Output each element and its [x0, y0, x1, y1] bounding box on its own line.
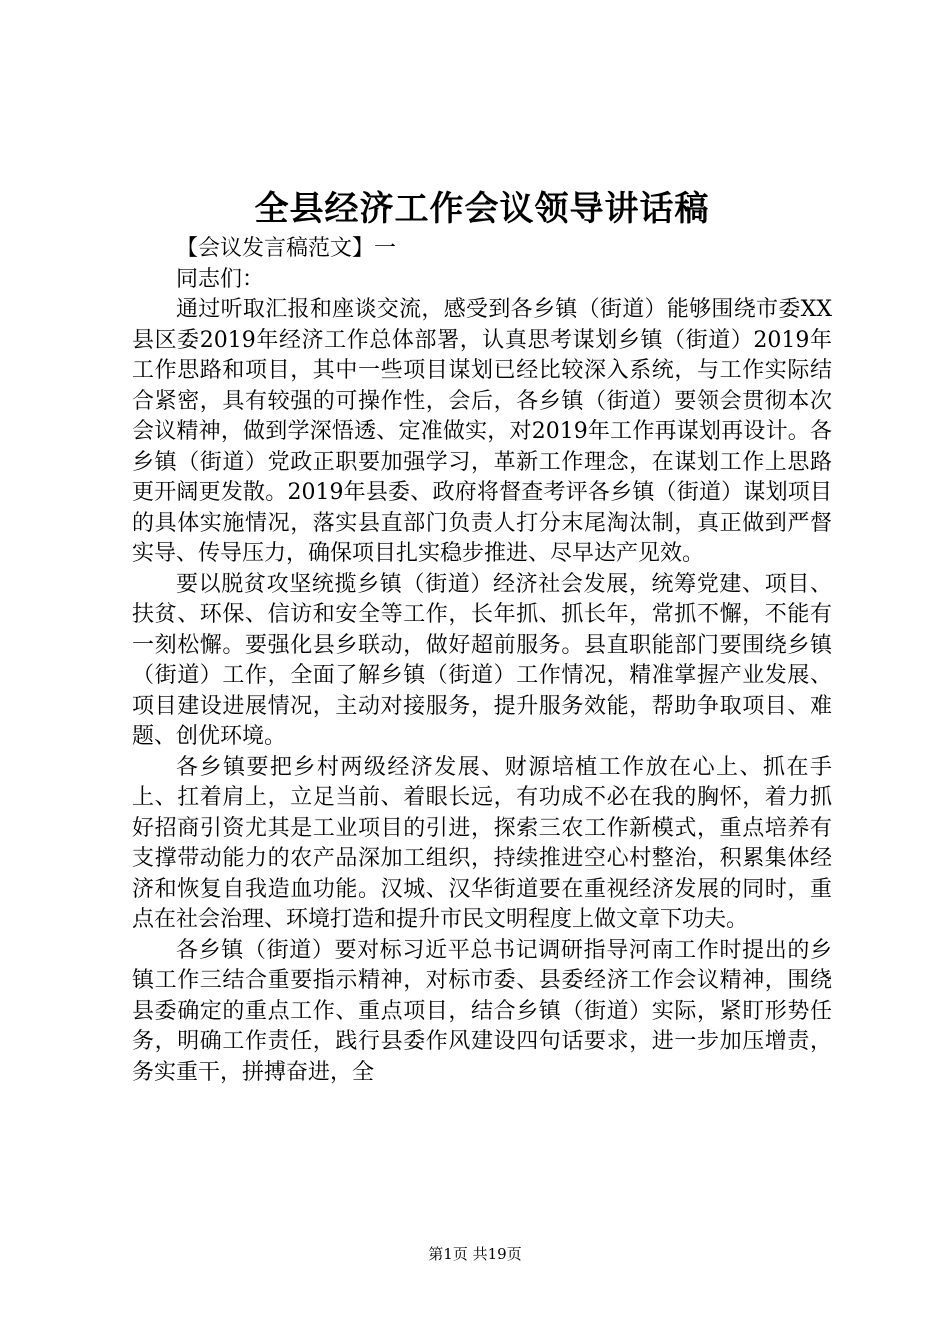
document-title: 全县经济工作会议领导讲话稿 — [254, 189, 710, 229]
document-subtitle: 【会议发言稿范文】一 — [176, 236, 397, 261]
document-body — [132, 234, 832, 1088]
paragraph-4: 各乡镇（街道）要对标习近平总书记调研指导河南工作时提出的乡镇工作三结合重要指示精神，对标市委、县委经济工作会议精神，围绕县委确定的重点工作、重点项目，结合乡镇（街道）实际，紧盯形势任务，明确工作责任，践行县委作风建设四句话要求，进一步加压增责，务实重干，拼搏奋进，全 — [132, 937, 832, 1085]
paragraph-1: 通过听取汇报和座谈交流，感受到各乡镇（街道）能够围绕市委XX县区委2019年经济工作总体部署，认真思考谋划乡镇（街道）2019年工作思路和项目，其中一些项目谋划已经比较深入系统，与工作实际结合紧密，具有较强的可操作性，会后，各乡镇（街道）要领会贯彻本次会议精神，做到学深悟透、定准做实，对2019年工作再谋划再设计。各乡镇（街道）党政正职要加强学习，革新工作理念，在谋划工作上思路更开阔更发散。2019年县委、政府将督查考评各乡镇（街道）谋划项目的具体实施情况，落实县直部门负责人打分末尾淘汰制，真正做到严督实导、传导压力，确保项目扎实稳步推进、尽早达产见效。 — [132, 297, 832, 566]
paragraph-2: 要以脱贫攻坚统揽乡镇（街道）经济社会发展，统筹党建、项目、扶贫、环保、信访和安全等工作，长年抓、抓长年，常抓不懈，不能有一刻松懈。要强化县乡联动，做好超前服务。县直职能部门要围绕乡镇（街道）工作，全面了解乡镇（街道）工作情况，精准掌握产业发展、项目建设进展情况，主动对接服务，提升服务效能，帮助争取项目、难题、创优环境。 — [132, 571, 832, 749]
salutation: 同志们： — [176, 266, 265, 292]
page-number-footer: 第1页 共19页 — [428, 1245, 522, 1263]
paragraph-3: 各乡镇要把乡村两级经济发展、财源培植工作放在心上、抓在手上、扛着肩上，立足当前、着眼长远，有功成不必在我的胸怀，着力抓好招商引资尤其是工业项目的引进，探索三农工作新模式，重点培养有支撑带动能力的农产品深加工组织，持续推进空心村整治，积累集体经济和恢复自我造血功能。汉城、汉华街道要在重视经济发展的同时，重点在社会治理、环境打造和提升市民文明程度上做文章下功夫。 — [132, 754, 832, 932]
